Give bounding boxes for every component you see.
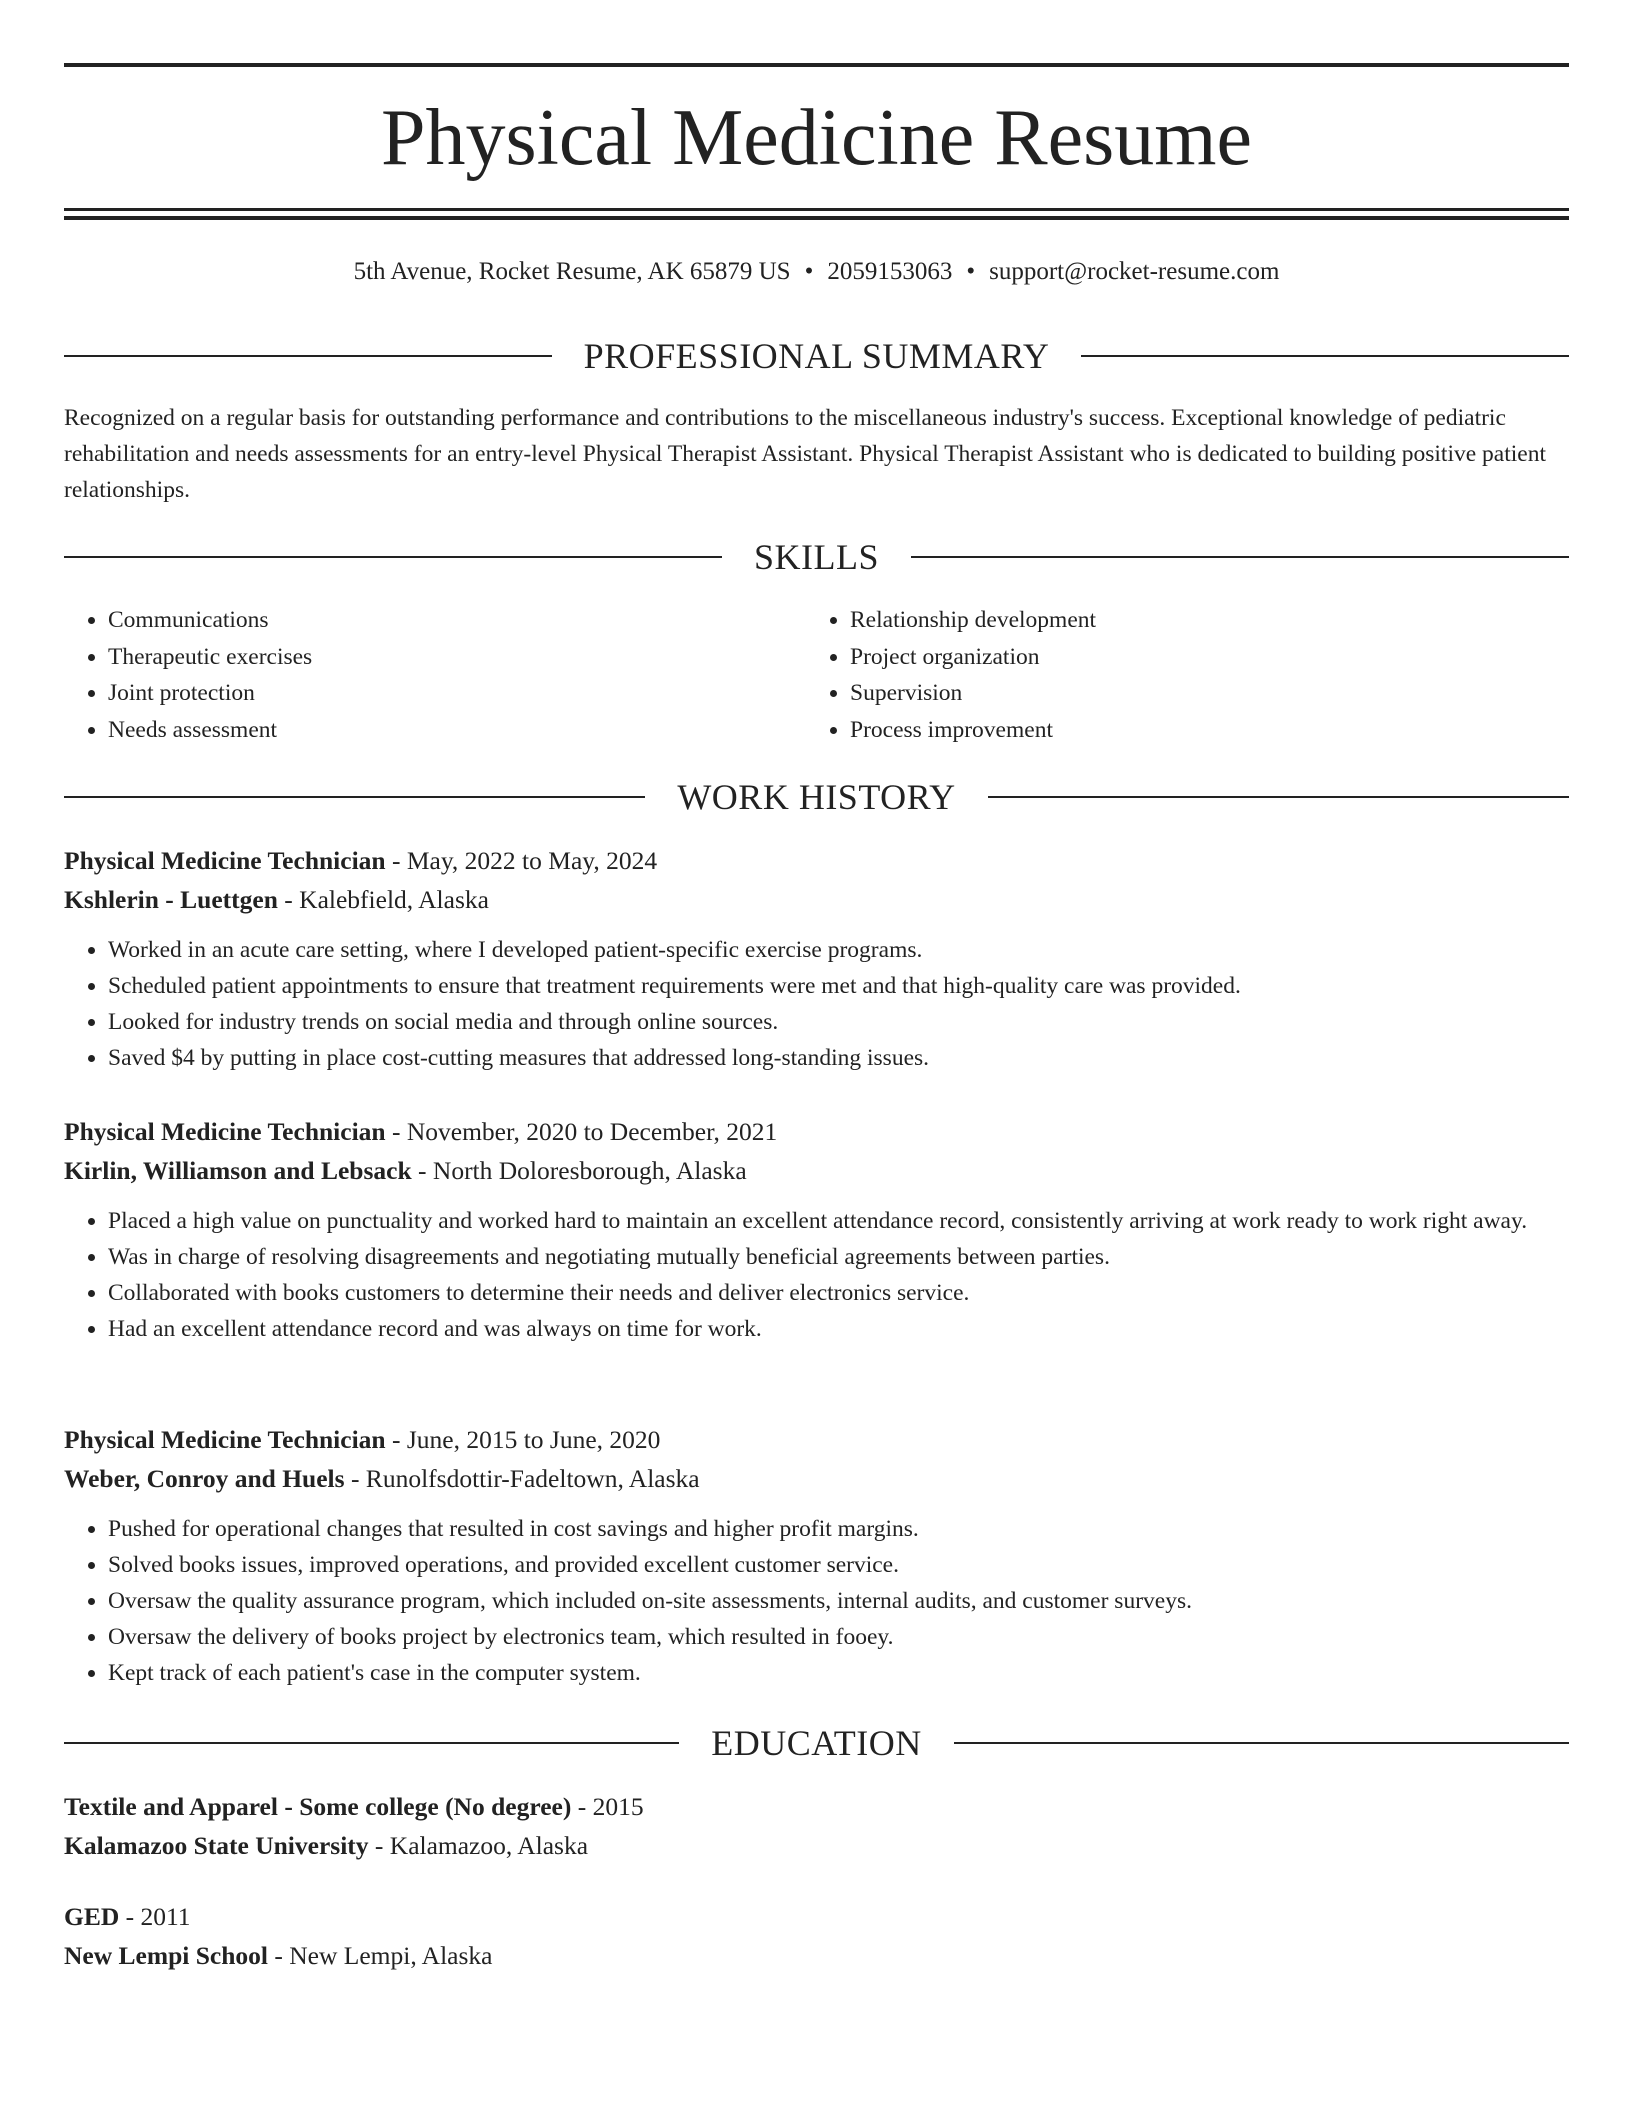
job-dates: - May, 2022 to May, 2024 (385, 846, 658, 875)
job-company: Kirlin, Williamson and Lebsack (64, 1156, 412, 1185)
job-bullet: • Scheduled patient appointments to ensure that treatment requirements were met and that high-quality care was provided. (108, 968, 1569, 1004)
skill-item: • Communications (108, 602, 806, 639)
job-bullet: • Saved $4 by putting in place cost-cutting measures that addressed long-standing issues. (108, 1040, 1569, 1076)
job-company-line (64, 880, 1569, 919)
education-degree: GED (64, 1902, 120, 1931)
skills-heading (64, 535, 1569, 579)
job-bullet: • Oversaw the quality assurance program, which included on-site assessments, internal audits, and customer surveys. (108, 1583, 1569, 1619)
job-entry (64, 841, 1569, 1076)
job-title-line (64, 1420, 1569, 1459)
job-entry (64, 1420, 1569, 1691)
heading-rule (64, 556, 722, 558)
job-bullet: • Was in charge of resolving disagreements and negotiating mutually beneficial agreements between parties. (108, 1239, 1569, 1275)
contact-address: 5th Avenue, Rocket Resume, AK 65879 US (353, 258, 791, 285)
job-location: - Runolfsdottir-Fadeltown, Alaska (344, 1464, 700, 1493)
summary-heading-label: PROFESSIONAL SUMMARY (583, 336, 1050, 376)
summary-text: Recognized on a regular basis for outstanding performance and contributions to the miscellaneous industry's success. Exceptional knowledge of pediatric rehabilitation and needs assessments for an entry-level Physical Therapist Assistant. Physical Therapist Assistant who is dedicated to building positive patient relationships. (64, 405, 1546, 503)
education-entry (64, 1897, 1569, 1975)
education-school-line (64, 1826, 1569, 1865)
education-school: Kalamazoo State University (64, 1831, 369, 1860)
job-bullet: • Oversaw the delivery of books project by electronics team, which resulted in fooey. (108, 1619, 1569, 1655)
skill-item: • Needs assessment (108, 712, 806, 749)
top-rule (64, 63, 1569, 67)
education-heading-label: EDUCATION (711, 1723, 922, 1763)
job-bullet: • Looked for industry trends on social media and through online sources. (108, 1004, 1569, 1040)
education-location: - Kalamazoo, Alaska (368, 1831, 589, 1860)
job-bullets (64, 932, 1569, 1076)
work-heading-label: WORK HISTORY (677, 777, 956, 817)
skill-item: • Joint protection (108, 675, 806, 712)
contact-separator: • (804, 258, 814, 285)
skill-item: • Supervision (850, 675, 1548, 712)
job-location: - North Doloresborough, Alaska (411, 1156, 747, 1185)
job-location: - Kalebfield, Alaska (277, 885, 489, 914)
job-bullet: • Worked in an acute care setting, where I developed patient-specific exercise programs. (108, 932, 1569, 968)
skills-heading-label: SKILLS (754, 537, 880, 577)
education-entry (64, 1787, 1569, 1865)
skill-item: • Process improvement (850, 712, 1548, 749)
work-heading (64, 775, 1569, 819)
job-bullets (64, 1511, 1569, 1691)
contact-line (64, 254, 1569, 290)
education-year: - 2015 (571, 1792, 644, 1821)
job-bullet: • Pushed for operational changes that resulted in cost savings and higher profit margins. (108, 1511, 1569, 1547)
job-bullet: • Had an excellent attendance record and was always on time for work. (108, 1311, 1569, 1347)
skill-item: • Therapeutic exercises (108, 639, 806, 676)
job-bullets (64, 1203, 1569, 1347)
heading-rule (911, 556, 1569, 558)
skills-column-right (806, 602, 1548, 748)
education-school-line (64, 1936, 1569, 1975)
job-dates: - November, 2020 to December, 2021 (385, 1117, 778, 1146)
heading-rule (988, 796, 1569, 798)
resume-title: Physical Medicine Resume (381, 94, 1252, 182)
title-rule-upper (64, 208, 1569, 211)
heading-rule (954, 1742, 1569, 1744)
education-degree-line (64, 1897, 1569, 1936)
job-title: Physical Medicine Technician (64, 1117, 386, 1146)
skill-item: • Project organization (850, 639, 1548, 676)
job-bullet: • Placed a high value on punctuality and worked hard to maintain an excellent attendance record, consistently arriving at work ready to work right away. (108, 1203, 1569, 1239)
skill-item: • Relationship development (850, 602, 1548, 639)
job-dates: - June, 2015 to June, 2020 (385, 1425, 661, 1454)
job-bullet: • Kept track of each patient's case in the computer system. (108, 1655, 1569, 1691)
education-degree: Textile and Apparel - Some college (No degree) (64, 1792, 572, 1821)
job-title-line (64, 1112, 1569, 1151)
job-title: Physical Medicine Technician (64, 846, 386, 875)
education-degree-line (64, 1787, 1569, 1826)
job-company-line (64, 1459, 1569, 1498)
job-bullet: • Collaborated with books customers to determine their needs and deliver electronics service. (108, 1275, 1569, 1311)
heading-rule (64, 355, 552, 357)
skills-list (64, 602, 1569, 748)
job-bullet: • Solved books issues, improved operations, and provided excellent customer service. (108, 1547, 1569, 1583)
education-heading (64, 1721, 1569, 1765)
heading-rule (1081, 355, 1569, 357)
education-year: - 2011 (119, 1902, 191, 1931)
job-company: Kshlerin - Luettgen (64, 885, 278, 914)
heading-rule (64, 1742, 679, 1744)
title-rule-lower (64, 216, 1569, 220)
contact-phone: 2059153063 (827, 258, 953, 285)
heading-rule (64, 796, 645, 798)
education-location: - New Lempi, Alaska (268, 1941, 493, 1970)
summary-heading (64, 334, 1569, 378)
skills-column-left (64, 602, 806, 748)
job-title: Physical Medicine Technician (64, 1425, 386, 1454)
job-company-line (64, 1151, 1569, 1190)
job-entry (64, 1112, 1569, 1347)
contact-separator: • (966, 258, 976, 285)
job-company: Weber, Conroy and Huels (64, 1464, 345, 1493)
education-school: New Lempi School (64, 1941, 268, 1970)
contact-email: support@rocket-resume.com (989, 258, 1280, 285)
job-title-line (64, 841, 1569, 880)
